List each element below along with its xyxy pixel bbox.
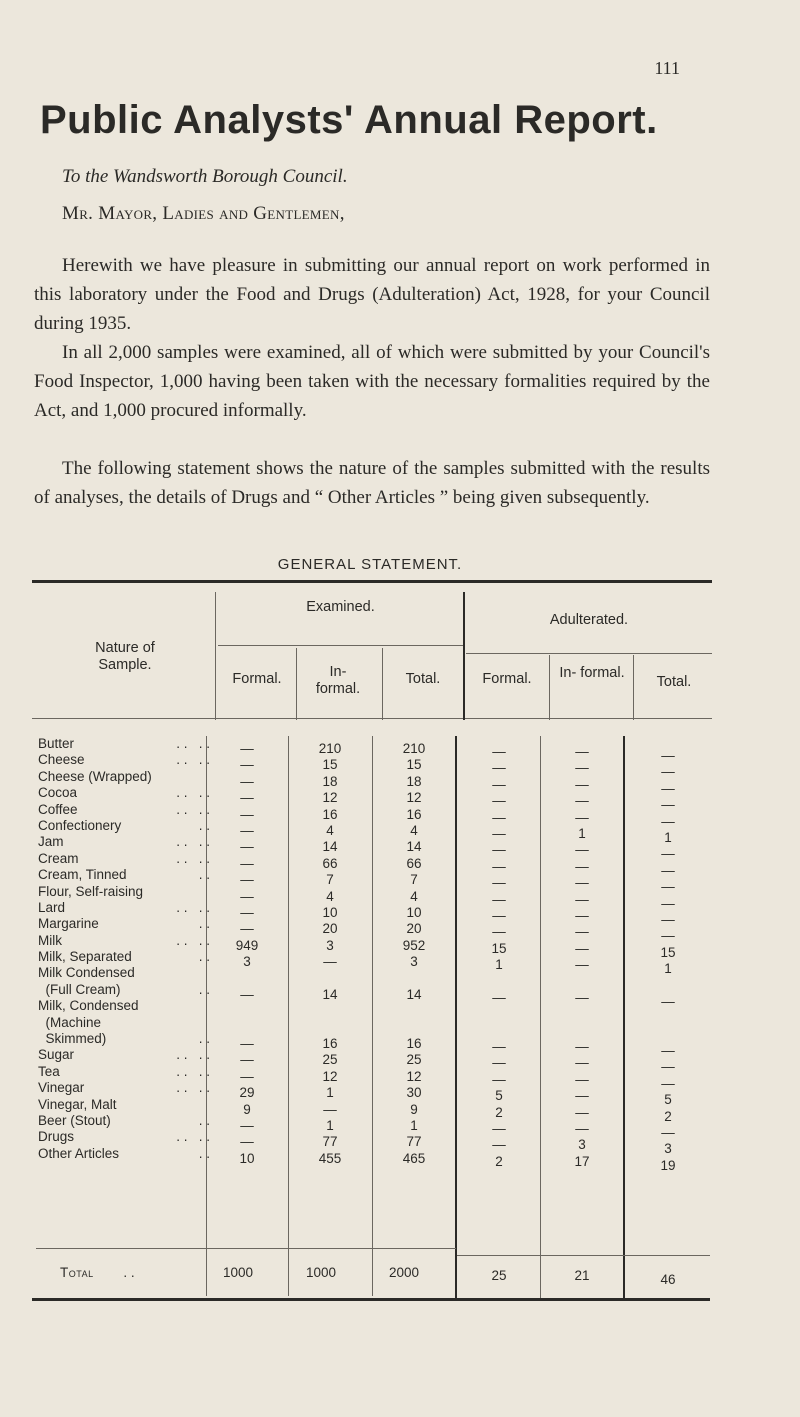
cell-et: 3 xyxy=(410,954,418,970)
cell-ef: 29 xyxy=(239,1085,255,1101)
table-row xyxy=(38,834,218,850)
sample-name: Butter xyxy=(38,736,75,751)
cell-ai xyxy=(542,973,622,989)
cell-et: 16 xyxy=(406,1036,422,1052)
cell-ei xyxy=(290,970,370,986)
header-nature-of-sample: Nature of Sample. xyxy=(95,640,155,673)
cell-ai: — xyxy=(575,809,589,825)
cell-ai: — xyxy=(575,858,589,874)
cell-et: 66 xyxy=(406,855,422,871)
leader-dots: . . xyxy=(198,1031,210,1047)
cell-ei xyxy=(290,1003,370,1019)
addressee-line: To the Wandsworth Borough Council. xyxy=(62,166,348,187)
cell-et: 14 xyxy=(406,986,422,1002)
cell-ef: — xyxy=(240,790,254,806)
table-row xyxy=(38,982,218,998)
cell-ef: — xyxy=(240,741,254,756)
cell-af: — xyxy=(492,776,506,792)
cell-at: — xyxy=(661,764,675,780)
cell-et: 18 xyxy=(406,773,422,789)
total-examined-formal: 1000 xyxy=(222,1265,254,1280)
cell-ai: — xyxy=(575,957,589,973)
total-top-rule-left xyxy=(36,1248,456,1249)
sample-name: Vinegar xyxy=(38,1080,85,1096)
total-top-rule-right xyxy=(457,1255,710,1256)
cell-af: — xyxy=(492,1071,506,1087)
cell-ai: — xyxy=(575,793,589,809)
cell-ei: 12 xyxy=(322,790,338,806)
cell-af: — xyxy=(492,858,506,874)
cell-ei: 14 xyxy=(322,839,338,855)
sample-name: Jam xyxy=(38,834,64,850)
cell-ei: 20 xyxy=(322,921,338,937)
cell-ei: 3 xyxy=(326,937,334,953)
cell-ei: 210 xyxy=(318,741,342,756)
adulterated-total-column xyxy=(626,748,710,1174)
table-row xyxy=(38,916,218,932)
header-ex-total: Total. xyxy=(405,671,441,687)
sample-name: Beer (Stout) xyxy=(38,1112,111,1128)
cell-at: — xyxy=(661,846,675,862)
examined-informal-column xyxy=(290,741,370,1167)
sample-name: Other Articles xyxy=(38,1145,120,1161)
leader-dots: . . . . xyxy=(176,899,210,915)
cell-af: 2 xyxy=(495,1153,503,1169)
cell-ei: 7 xyxy=(326,872,334,888)
table-row xyxy=(38,1146,218,1162)
adulterated-formal-column xyxy=(458,744,540,1170)
cell-ef: — xyxy=(240,1134,254,1150)
cell-af: — xyxy=(492,760,506,776)
cell-ai: — xyxy=(575,1071,589,1087)
cell-ai: — xyxy=(575,842,589,858)
cell-et xyxy=(374,1020,454,1036)
table-row xyxy=(38,1080,218,1096)
cell-at: — xyxy=(661,1075,675,1091)
header-ad-informal: In- formal. xyxy=(559,665,625,681)
cell-ei: — xyxy=(323,954,337,970)
cell-ei: 12 xyxy=(322,1068,338,1084)
cell-et: 10 xyxy=(406,904,422,920)
leader-dots: . . . . xyxy=(176,1063,210,1079)
cell-et: 7 xyxy=(410,872,418,888)
cell-ai: — xyxy=(575,760,589,776)
cell-ef: — xyxy=(240,839,254,855)
cell-ef: — xyxy=(240,921,254,937)
sample-name: Cream xyxy=(38,850,79,866)
v-rule-body-6 xyxy=(623,736,625,1300)
cell-ai: — xyxy=(575,1104,589,1120)
header-examined: Examined. xyxy=(306,599,375,615)
cell-ei: 18 xyxy=(322,773,338,789)
examined-total-column xyxy=(374,741,454,1167)
cell-at: — xyxy=(661,780,675,796)
cell-ei: 15 xyxy=(322,757,338,773)
examined-underline xyxy=(218,645,463,646)
cell-ef: 9 xyxy=(243,1101,251,1117)
cell-af: 2 xyxy=(495,1104,503,1120)
cell-ai xyxy=(542,1006,622,1022)
cell-af: 1 xyxy=(495,957,503,973)
cell-at xyxy=(626,977,710,993)
cell-af xyxy=(458,1006,540,1022)
cell-ai: — xyxy=(575,891,589,907)
cell-et: 210 xyxy=(402,741,426,756)
cell-ei: 14 xyxy=(322,986,338,1002)
cell-af: 5 xyxy=(495,1088,503,1104)
cell-ef: — xyxy=(240,855,254,871)
cell-ef: — xyxy=(240,872,254,888)
cell-ei: 1 xyxy=(326,1117,334,1133)
sample-name: Skimmed) xyxy=(38,1031,107,1047)
leader-dots: . . . . xyxy=(176,801,210,817)
cell-ai: — xyxy=(575,989,589,1005)
sample-name: Sugar xyxy=(38,1047,75,1063)
paragraph-statement: The following statement shows the nature of the samples submitted with the results of analyses, the details of Drugs and “ Other Articles ” being given subsequently. xyxy=(34,458,710,508)
cell-at: — xyxy=(661,813,675,829)
table-row xyxy=(38,1129,218,1145)
cell-ai: — xyxy=(575,907,589,923)
cell-ef: — xyxy=(240,757,254,773)
cell-ai: — xyxy=(575,776,589,792)
header-ex-informal: In- formal. xyxy=(315,664,361,697)
cell-at: — xyxy=(661,895,675,911)
leader-dots: . . . . xyxy=(176,1129,210,1145)
table-row xyxy=(38,851,218,867)
cell-ai: — xyxy=(575,875,589,891)
leader-dots: . . xyxy=(198,817,210,833)
adulterated-underline xyxy=(466,653,712,654)
cell-ef: — xyxy=(240,1036,254,1052)
cell-af xyxy=(458,973,540,989)
cell-af: — xyxy=(492,891,506,907)
sample-name: Flour, Self-raising xyxy=(38,883,144,899)
sample-name: Confectionery xyxy=(38,817,122,833)
cell-et: 20 xyxy=(406,921,422,937)
leader-dots: . . xyxy=(198,916,210,932)
cell-at: 15 xyxy=(660,944,676,960)
cell-ai: — xyxy=(575,744,589,759)
table-row xyxy=(38,1047,218,1063)
table-top-rule xyxy=(32,580,712,583)
cell-af: — xyxy=(492,1120,506,1136)
cell-ei xyxy=(290,1020,370,1036)
cell-et: 30 xyxy=(406,1085,422,1101)
paragraph-intro: Herewith we have pleasure in submitting our annual report on work performed in this laboratory under the Food and Drugs (Adulteration) Act, 1928, for your Council during 1935. xyxy=(34,255,710,334)
table-row xyxy=(38,1031,218,1047)
cell-ef: — xyxy=(240,1068,254,1084)
table-row xyxy=(38,933,218,949)
sample-name: (Full Cream) xyxy=(38,981,121,997)
header-bottom-rule xyxy=(32,718,712,719)
cell-et: 77 xyxy=(406,1134,422,1150)
cell-at: — xyxy=(661,993,675,1009)
cell-ef xyxy=(208,1003,286,1019)
cell-at: — xyxy=(661,748,675,763)
cell-et xyxy=(374,970,454,986)
header-ad-total: Total. xyxy=(656,674,692,690)
v-rule-body-5 xyxy=(540,736,541,1298)
cell-af: — xyxy=(492,825,506,841)
header-adulterated: Adulterated. xyxy=(549,612,629,628)
cell-at: — xyxy=(661,862,675,878)
cell-ei: — xyxy=(323,1101,337,1117)
cell-ei: 10 xyxy=(322,904,338,920)
cell-af: — xyxy=(492,924,506,940)
table-row xyxy=(38,965,218,981)
v-rule-body-2 xyxy=(288,736,289,1296)
cell-at: 1 xyxy=(664,829,672,845)
leader-dots: . . . . xyxy=(176,785,210,801)
table-row xyxy=(38,867,218,883)
cell-af: — xyxy=(492,989,506,1005)
salutation: Mr. Mayor, Ladies and Gentlemen, xyxy=(62,203,345,224)
v-rule-nature xyxy=(215,592,216,720)
sample-name: Coffee xyxy=(38,801,78,817)
statement-heading: GENERAL STATEMENT. xyxy=(277,556,463,573)
table-row xyxy=(38,802,218,818)
cell-ef: — xyxy=(240,986,254,1002)
total-adulterated-formal: 25 xyxy=(491,1268,507,1283)
cell-ef: 949 xyxy=(235,937,259,953)
total-examined-informal: 1000 xyxy=(305,1265,337,1280)
cell-ei: 1 xyxy=(326,1085,334,1101)
cell-ef: — xyxy=(240,773,254,789)
cell-ei: 4 xyxy=(326,822,334,838)
header-ad-formal: Formal. xyxy=(482,671,532,687)
sample-name: (Machine xyxy=(38,1014,102,1030)
cell-ef xyxy=(208,1020,286,1036)
cell-et xyxy=(374,1003,454,1019)
paragraph-samples: In all 2,000 samples were examined, all of which were submitted by your Council's Food Inspector, 1,000 having been taken with the necessary formalities required by the Act, and 1,000 procured informally. xyxy=(34,342,710,421)
cell-ef: 3 xyxy=(243,954,251,970)
v-rule-ex2 xyxy=(382,648,383,720)
cell-at: 19 xyxy=(660,1157,676,1173)
cell-et: 14 xyxy=(406,839,422,855)
cell-ai: — xyxy=(575,940,589,956)
cell-af xyxy=(458,1023,540,1039)
table-row xyxy=(38,818,218,834)
cell-ai xyxy=(542,1023,622,1039)
cell-ai: — xyxy=(575,1120,589,1136)
sample-name: Drugs xyxy=(38,1129,75,1145)
cell-af: — xyxy=(492,1039,506,1055)
cell-at: — xyxy=(661,1043,675,1059)
cell-af: — xyxy=(492,875,506,891)
cell-ei: 16 xyxy=(322,1036,338,1052)
total-label-cell xyxy=(60,1265,205,1280)
cell-ef: — xyxy=(240,822,254,838)
sample-name: Milk xyxy=(38,932,62,948)
table-row xyxy=(38,769,218,785)
v-rule-body-3 xyxy=(372,736,373,1296)
total-adulterated-total: 46 xyxy=(660,1272,676,1287)
sample-name: Tea xyxy=(38,1063,60,1079)
cell-et: 4 xyxy=(410,888,418,904)
total-dots: . . xyxy=(123,1265,135,1280)
table-row xyxy=(38,1064,218,1080)
table-row xyxy=(38,785,218,801)
leader-dots: . . . . xyxy=(176,736,210,751)
cell-ei: 455 xyxy=(318,1150,342,1166)
sample-name: Cocoa xyxy=(38,785,78,801)
sample-name: Cream, Tinned xyxy=(38,867,127,883)
cell-at: 5 xyxy=(664,1092,672,1108)
cell-ei: 66 xyxy=(322,855,338,871)
cell-ef: — xyxy=(240,1117,254,1133)
v-rule-ex1 xyxy=(296,648,297,720)
sample-name: Margarine xyxy=(38,916,99,932)
cell-at: — xyxy=(661,911,675,927)
cell-ei: 4 xyxy=(326,888,334,904)
cell-af: 15 xyxy=(491,940,507,956)
total-label: Total xyxy=(60,1265,94,1280)
nature-column xyxy=(38,736,218,1162)
examined-formal-column xyxy=(208,741,286,1167)
cell-et: 12 xyxy=(406,1068,422,1084)
total-adulterated-informal: 21 xyxy=(574,1268,590,1283)
cell-ef xyxy=(208,970,286,986)
cell-et: 9 xyxy=(410,1101,418,1117)
sample-name: Cheese xyxy=(38,752,85,768)
cell-at: 1 xyxy=(664,961,672,977)
leader-dots: . . xyxy=(198,867,210,883)
cell-af: — xyxy=(492,793,506,809)
table-row xyxy=(38,998,218,1014)
adulterated-informal-column xyxy=(542,744,622,1170)
cell-af: — xyxy=(492,809,506,825)
cell-at xyxy=(626,1010,710,1026)
cell-ef: — xyxy=(240,888,254,904)
leader-dots: . . . . xyxy=(176,1080,210,1096)
cell-at: — xyxy=(661,797,675,813)
cell-et: 952 xyxy=(402,937,426,953)
table-row xyxy=(38,1015,218,1031)
cell-at: — xyxy=(661,879,675,895)
cell-et: 16 xyxy=(406,806,422,822)
cell-ai: — xyxy=(575,1088,589,1104)
leader-dots: . . xyxy=(198,1145,210,1161)
leader-dots: . . xyxy=(198,1112,210,1128)
cell-at: — xyxy=(661,928,675,944)
leader-dots: . . . . xyxy=(176,932,210,948)
cell-af: — xyxy=(492,744,506,759)
cell-at: 3 xyxy=(664,1141,672,1157)
cell-at: 2 xyxy=(664,1108,672,1124)
v-rule-ad2 xyxy=(633,655,634,720)
sample-name: Milk, Separated xyxy=(38,949,132,965)
total-examined-total: 2000 xyxy=(388,1265,420,1280)
sample-name: Milk Condensed xyxy=(38,965,135,981)
cell-at: — xyxy=(661,1059,675,1075)
cell-et: 15 xyxy=(406,757,422,773)
sample-name: Milk, Condensed xyxy=(38,998,139,1014)
cell-af: — xyxy=(492,1055,506,1071)
cell-et: 25 xyxy=(406,1052,422,1068)
cell-ef: — xyxy=(240,904,254,920)
leader-dots: . . . . xyxy=(176,1047,210,1063)
cell-ei: 25 xyxy=(322,1052,338,1068)
v-rule-group xyxy=(463,592,465,720)
cell-et: 465 xyxy=(402,1150,426,1166)
page-number: 111 xyxy=(654,58,680,78)
leader-dots: . . . . xyxy=(176,834,210,850)
table-bottom-rule xyxy=(32,1298,710,1301)
table-row xyxy=(38,884,218,900)
cell-ef: 10 xyxy=(239,1150,255,1166)
table-row xyxy=(38,1097,218,1113)
cell-af: — xyxy=(492,907,506,923)
cell-et: 4 xyxy=(410,822,418,838)
cell-ai: — xyxy=(575,1055,589,1071)
cell-at xyxy=(626,1027,710,1043)
leader-dots: . . . . xyxy=(176,752,210,768)
sample-name: Cheese (Wrapped) xyxy=(38,768,152,784)
cell-ai: — xyxy=(575,1039,589,1055)
sample-name: Lard xyxy=(38,899,66,915)
v-rule-ad1 xyxy=(549,655,550,720)
header-ex-formal: Formal. xyxy=(232,671,282,687)
v-rule-body-4 xyxy=(455,736,457,1298)
cell-et: 1 xyxy=(410,1117,418,1133)
cell-af: — xyxy=(492,842,506,858)
cell-ef: — xyxy=(240,1052,254,1068)
cell-et: 12 xyxy=(406,790,422,806)
cell-ai: 3 xyxy=(578,1137,586,1153)
page-title: Public Analysts' Annual Report. xyxy=(40,98,658,142)
leader-dots: . . . . xyxy=(176,850,210,866)
cell-ai: 1 xyxy=(578,825,586,841)
cell-ai: — xyxy=(575,924,589,940)
table-row xyxy=(38,900,218,916)
table-row xyxy=(38,949,218,965)
leader-dots: . . xyxy=(198,949,210,965)
cell-ei: 16 xyxy=(322,806,338,822)
cell-ef: — xyxy=(240,806,254,822)
cell-at: — xyxy=(661,1124,675,1140)
table-row xyxy=(38,752,218,768)
sample-name: Vinegar, Malt xyxy=(38,1096,117,1112)
cell-ei: 77 xyxy=(322,1134,338,1150)
cell-ai: 17 xyxy=(574,1153,590,1169)
table-row xyxy=(38,736,218,752)
leader-dots: . . xyxy=(198,981,210,997)
table-row xyxy=(38,1113,218,1129)
cell-af: — xyxy=(492,1137,506,1153)
